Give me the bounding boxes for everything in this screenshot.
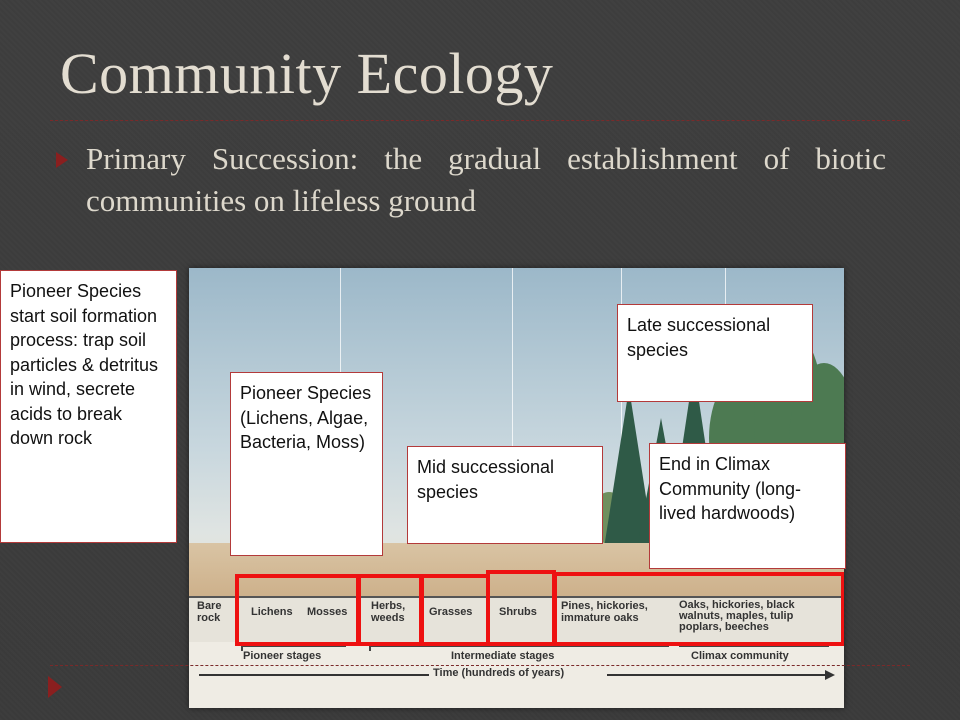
callout-mid-species: Mid successional species	[407, 446, 603, 544]
bullet-arrow-icon	[56, 152, 68, 168]
footer-divider	[50, 665, 910, 666]
time-axis-left	[199, 674, 429, 676]
callout-climax: End in Climax Community (long-lived hardwoods)	[649, 443, 846, 569]
next-slide-arrow-icon[interactable]	[48, 676, 62, 698]
highlight-shrubs	[486, 570, 556, 646]
bullet-item	[56, 138, 886, 222]
highlight-pioneer	[235, 574, 360, 646]
bullet-text: Primary Succession: the gradual establishment of biotic communities on lifeless ground	[86, 141, 886, 218]
highlight-grasses	[420, 574, 490, 646]
callout-pioneer-process: Pioneer Species start soil formation process: trap soil particles & detritus in wind, secrete acids to break down rock	[0, 270, 177, 543]
stage-label-oaks: Oaks, hickories, black walnuts, maples, tulip poplars, beeches	[679, 599, 795, 633]
stage-label-pines: Pines, hickories, immature oaks	[561, 600, 648, 624]
stage-label-shrubs: Shrubs	[499, 606, 537, 618]
stage-label-lichens: Lichens	[251, 606, 293, 618]
stage-label-bare-rock: Bare rock	[197, 600, 222, 624]
stage-label-grasses: Grasses	[429, 606, 473, 618]
phase-label-climax: Climax community	[691, 650, 789, 662]
callout-pioneer-species: Pioneer Species (Lichens, Algae, Bacteria, Moss)	[230, 372, 383, 556]
stage-label-herbs: Herbs, weeds	[371, 600, 406, 624]
phase-label-intermediate: Intermediate stages	[451, 650, 555, 662]
time-axis-right	[607, 674, 827, 676]
callout-late-species: Late successional species	[617, 304, 813, 402]
title-divider	[50, 120, 910, 121]
stage-label-mosses: Mosses	[307, 606, 348, 618]
phase-label-pioneer: Pioneer stages	[243, 650, 322, 662]
highlight-herbs	[357, 574, 423, 646]
highlight-climax	[553, 572, 844, 646]
slide-title: Community Ecology	[60, 41, 554, 106]
time-arrow-icon	[825, 670, 835, 680]
time-axis-label: Time (hundreds of years)	[433, 667, 565, 679]
